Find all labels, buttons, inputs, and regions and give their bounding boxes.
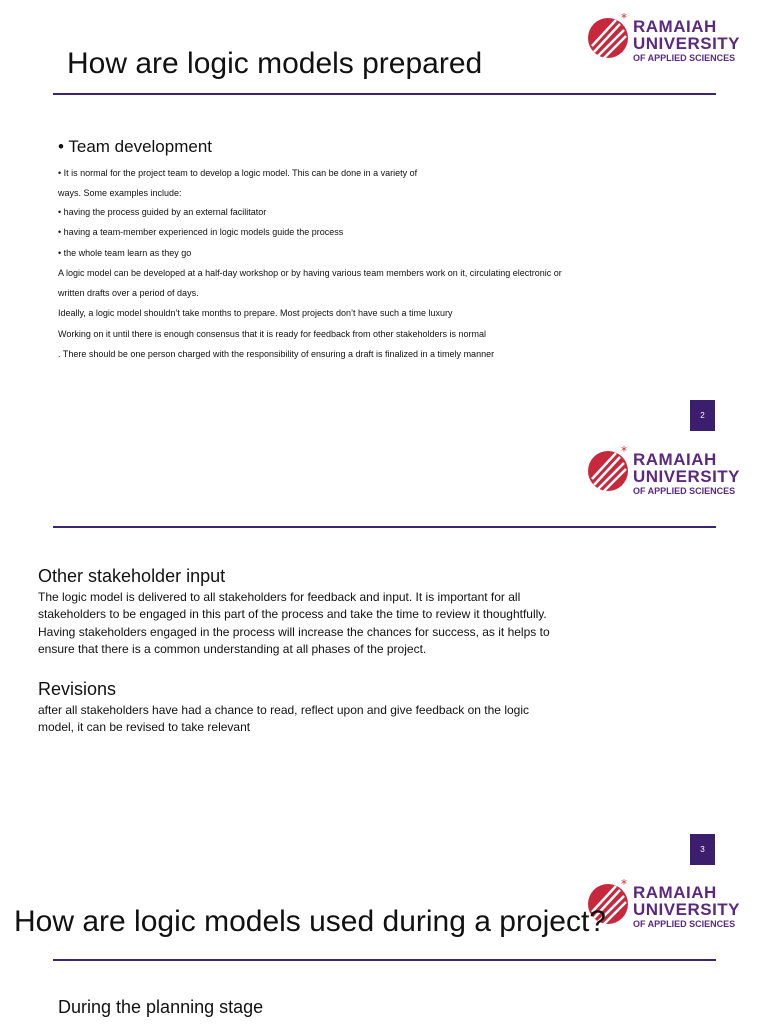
body-line: Ideally, a logic model shouldn’t take months to prepare. Most projects don’t have such a time luxury bbox=[58, 308, 453, 318]
bullet-heading: • Team development bbox=[58, 137, 213, 156]
brand-line-2: UNIVERSITY bbox=[633, 34, 741, 53]
svg-text:*: * bbox=[621, 445, 627, 458]
svg-text:*: * bbox=[621, 878, 627, 891]
ramaiah-emblem-icon bbox=[586, 445, 632, 497]
body-line: Working on it until there is enough consensus that it is ready for feedback from other stakeholders is normal bbox=[58, 329, 487, 339]
title-divider bbox=[53, 93, 716, 95]
slide-1 bbox=[0, 0, 768, 433]
title-divider bbox=[53, 959, 716, 961]
brand-line-1: RAMAIAH bbox=[633, 883, 717, 902]
body-line: • the whole team learn as they go bbox=[58, 248, 192, 258]
title-divider bbox=[53, 526, 716, 528]
slide-title: How are logic models used during a project? bbox=[14, 905, 606, 938]
brand-line-3: OF APPLIED SCIENCES bbox=[633, 919, 736, 929]
page-number: 3 bbox=[690, 834, 715, 865]
body-line: • having a team-member experienced in logic models guide the process bbox=[58, 227, 344, 237]
brand-line-1: RAMAIAH bbox=[633, 17, 717, 36]
section-heading: Other stakeholder input bbox=[38, 566, 226, 586]
svg-text:*: * bbox=[621, 12, 627, 25]
brand-line-2: UNIVERSITY bbox=[633, 900, 741, 919]
brand-line-2: UNIVERSITY bbox=[633, 467, 741, 486]
body-line: . There should be one person charged with the responsibility of ensuring a draft is finalized in a timely manner bbox=[58, 349, 495, 359]
brand-line-1: RAMAIAH bbox=[633, 450, 717, 469]
section-paragraph: after all stakeholders have had a chance to read, reflect upon and give feedback on the logic model, it can be revised to take relevant bbox=[38, 703, 529, 735]
section-heading: During the planning stage bbox=[58, 997, 264, 1017]
ramaiah-emblem-icon bbox=[586, 12, 632, 64]
university-logo bbox=[586, 12, 751, 68]
brand-line-3: OF APPLIED SCIENCES bbox=[633, 53, 736, 63]
body-line: • having the process guided by an external facilitator bbox=[58, 207, 267, 217]
slide-title: How are logic models prepared bbox=[67, 47, 483, 80]
body-line: • It is normal for the project team to develop a logic model. This can be done in a variety of bbox=[58, 168, 418, 178]
brand-line-3: OF APPLIED SCIENCES bbox=[633, 486, 736, 496]
university-logo bbox=[586, 878, 751, 934]
body-line: ways. Some examples include: bbox=[58, 188, 182, 198]
university-logo bbox=[586, 445, 751, 501]
section-paragraph: The logic model is delivered to all stakeholders for feedback and input. It is important for all stakeholders to be engaged in this part of the process and take the time to review it thoughtfully. Having stakeholders engaged in the process will increase the chances for success, as it helps to ensure that there is a common understanding at all phases of the project. bbox=[38, 590, 550, 657]
slide-3 bbox=[0, 866, 768, 1024]
body-line: A logic model can be developed at a half-day workshop or by having various team members work on it, circulating electronic or bbox=[58, 268, 562, 278]
section-heading: Revisions bbox=[38, 679, 117, 699]
slide-2 bbox=[0, 433, 768, 866]
body-line: written drafts over a period of days. bbox=[58, 288, 199, 298]
page-number: 2 bbox=[690, 400, 715, 431]
